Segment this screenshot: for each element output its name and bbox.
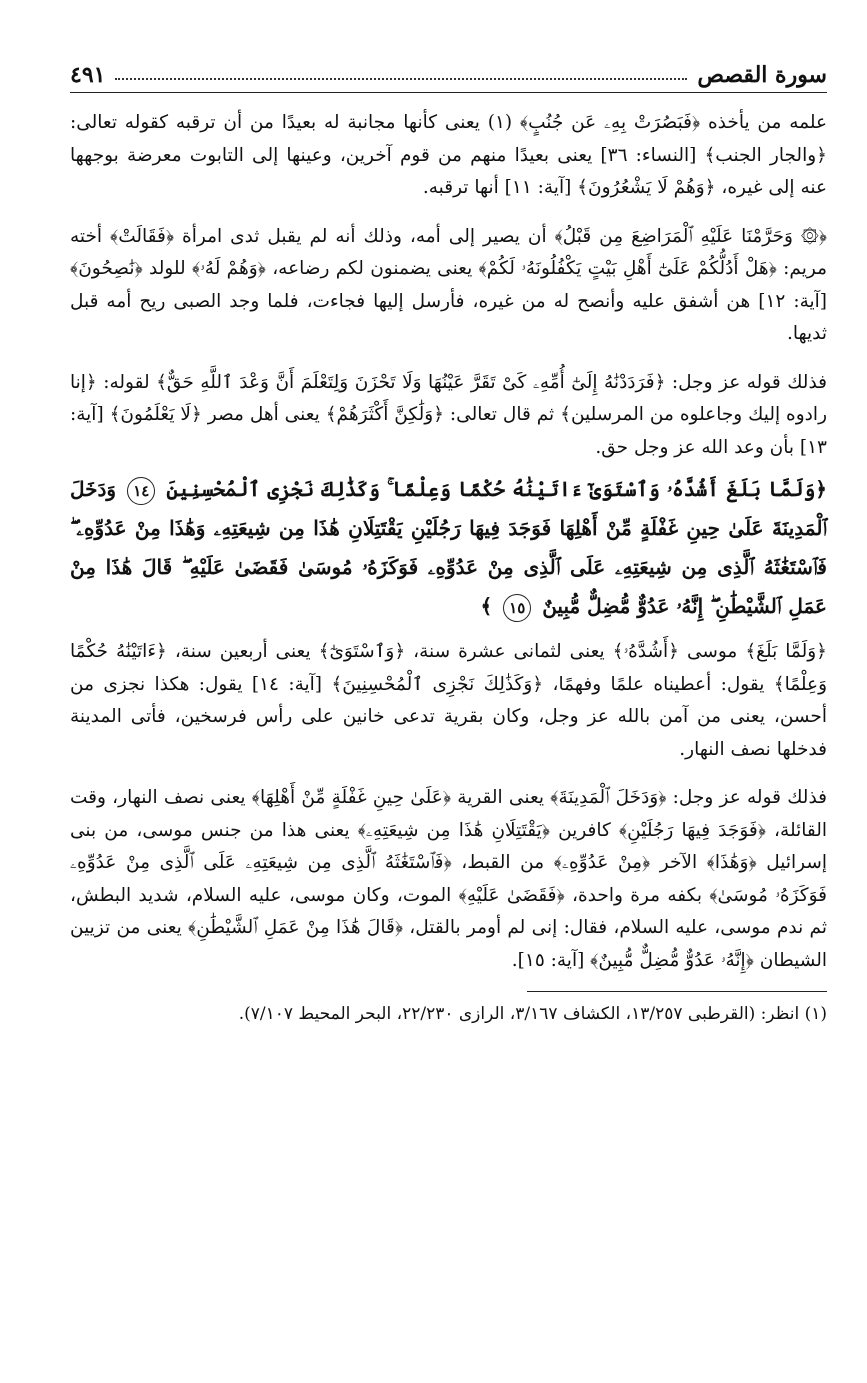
spacer bbox=[70, 766, 827, 782]
page-number: ٤٩١ bbox=[70, 62, 106, 88]
book-page bbox=[70, 48, 827, 1363]
commentary-paragraph: فذلك قوله عز وجل: ﴿فَرَدَدْنَٰهُ إِلَىٰٓ أُمِّهِۦ كَىْ تَقَرَّ عَيْنُهَا وَلَا تَحْزَنَ وَلِتَعْلَمَ أَنَّ وَعْدَ ٱللَّهِ حَقٌّ﴾ لقوله: ﴿إنا رادوه إليك وجاعلوه من المرسلين﴾ ثم قال تعالى: ﴿وَلَٰكِنَّ أَكْثَرَهُمْ﴾ يعنى أهل مصر ﴿لَا يَعْلَمُونَ﴾ [آية: ١٣] بأن وعد الله عز وجل حق. bbox=[70, 371, 827, 458]
spacer bbox=[70, 93, 827, 107]
footnote-divider bbox=[527, 991, 827, 992]
commentary-paragraph: ﴿۞ وَحَرَّمْنَا عَلَيْهِ ٱلْمَرَاضِعَ مِن قَبْلُ﴾ أن يصير إلى أمه، وذلك أنه لم يقبل ثدى امرأة ﴿فَقَالَتْ﴾ أخته مريم: ﴿هَلْ أَدُلُّكُمْ عَلَىٰٓ أَهْلِ بَيْتٍ يَكْفُلُونَهُۥ لَكُمْ﴾ يعنى يضمنون لكم رضاعه، ﴿وَهُمْ لَهُۥ﴾ للولد ﴿نَٰصِحُونَ﴾ [آية: ١٢] هن أشفق عليه وأنصح له من غيره، فأرسل إليها فجاءت، فلما وجد الصبى ريح أمه قبل ثديها. bbox=[70, 225, 827, 344]
verse-text: ﴿وَلَمَّا بَلَغَ أَشُدَّهُۥ وَٱسْتَوَىٰٓ ءَاتَيْنَٰهُ حُكْمًا وَعِلْمًا ۚ وَكَذَٰلِكَ نَجْزِى ٱلْمُحْسِنِينَ bbox=[166, 477, 828, 501]
commentary-paragraph: علمه من يأخذه ﴿فَبَصُرَتْ بِهِۦ عَن جُنُبٍ﴾ (١) يعنى كأنها مجانبة له بعيدًا من أن ترقبه كقوله تعالى: ﴿والجار الجنب﴾ [النساء: ٣٦] يعنى بعيدًا منهم من قوم آخرين، وعينها إلى التابوت معرضة بوجهها عنه إلى غيره، ﴿وَهُمْ لَا يَشْعُرُونَ﴾ [آية: ١١] أنها ترقبه. bbox=[70, 112, 827, 198]
verse-number-marker: ١٤ bbox=[127, 477, 155, 505]
quran-verse-block bbox=[70, 470, 827, 626]
spacer bbox=[70, 205, 827, 221]
verse-text: وَدَخَلَ ٱلْمَدِينَةَ عَلَىٰ حِينِ غَفْلَةٍ مِّنْ أَهْلِهَا فَوَجَدَ فِيهَا رَجُلَيْنِ يَقْتَتِلَانِ هَٰذَا مِن شِيعَتِهِۦ وَهَٰذَا مِنْ عَدُوِّهِۦ ۖ فَٱسْتَغَٰثَهُ ٱلَّذِى مِن شِيعَتِهِۦ عَلَى ٱلَّذِى مِنْ عَدُوِّهِۦ فَوَكَزَهُۥ مُوسَىٰ فَقَضَىٰ عَلَيْهِ ۖ قَالَ هَٰذَا مِنْ عَمَلِ ٱلشَّيْطَٰنِ ۖ إِنَّهُۥ عَدُوٌّ مُّضِلٌّ مُّبِينٌ bbox=[70, 477, 827, 618]
verse-number-marker: ١٥ bbox=[503, 594, 531, 622]
header-dot-leader bbox=[115, 78, 687, 80]
verse-close-bracket: ﴾ bbox=[480, 594, 493, 618]
page-header bbox=[70, 48, 827, 93]
commentary-paragraph: فذلك قوله عز وجل: ﴿وَدَخَلَ ٱلْمَدِينَةَ﴾ يعنى القرية ﴿عَلَىٰ حِينِ غَفْلَةٍ مِّنْ أَهْلِهَا﴾ يعنى نصف النهار، وقت القائلة، ﴿فَوَجَدَ فِيهَا رَجُلَيْنِ﴾ كافرين ﴿يَقْتَتِلَانِ هَٰذَا مِن شِيعَتِهِۦ﴾ يعنى هذا من جنس موسى، من بنى إسرائيل ﴿وَهَٰذَا﴾ الآخر ﴿مِنْ عَدُوِّهِۦ﴾ من القبط، ﴿فَٱسْتَغَٰثَهُ ٱلَّذِى مِن شِيعَتِهِۦ عَلَى ٱلَّذِى مِنْ عَدُوِّهِۦ فَوَكَزَهُۥ مُوسَىٰ﴾ بكفه مرة واحدة، ﴿فَقَضَىٰ عَلَيْهِ﴾ الموت، وكان موسى، عليه السلام، شديد البطش، ثم ندم موسى، عليه السلام، فقال: إنى لم أومر بالقتل، ﴿قَالَ هَٰذَا مِنْ عَمَلِ ٱلشَّيْطَٰنِ﴾ يعنى من تزيين الشيطان ﴿إِنَّهُۥ عَدُوٌّ مُّضِلٌّ مُّبِينٌ﴾ [آية: ١٥]. bbox=[70, 787, 827, 971]
commentary-paragraph: ﴿وَلَمَّا بَلَغَ﴾ موسى ﴿أَشُدَّهُۥ﴾ يعنى لثمانى عشرة سنة، ﴿وَٱسْتَوَىٰٓ﴾ يعنى أربعين سنة، ﴿ءَاتَيْنَٰهُ حُكْمًا وَعِلْمًا﴾ يقول: أعطيناه علمًا وفهمًا، ﴿وَكَذَٰلِكَ نَجْزِى ٱلْمُحْسِنِينَ﴾ [آية: ١٤] يقول: هكذا نجزى من أحسن، يعنى من آمن بالله عز وجل، وكان بقرية تدعى خانين على رأس فرسخين، فأتى المدينة فدخلها نصف النهار. bbox=[70, 641, 827, 760]
spacer bbox=[70, 351, 827, 367]
surah-title: سورة القصص bbox=[697, 62, 827, 88]
footnote: (١) انظر: (القرطبى ١٣/٢٥٧، الكشاف ٣/١٦٧، الرازى ٢٢/٢٣٠، البحر المحيط ٧/١٠٧). bbox=[238, 1004, 827, 1024]
